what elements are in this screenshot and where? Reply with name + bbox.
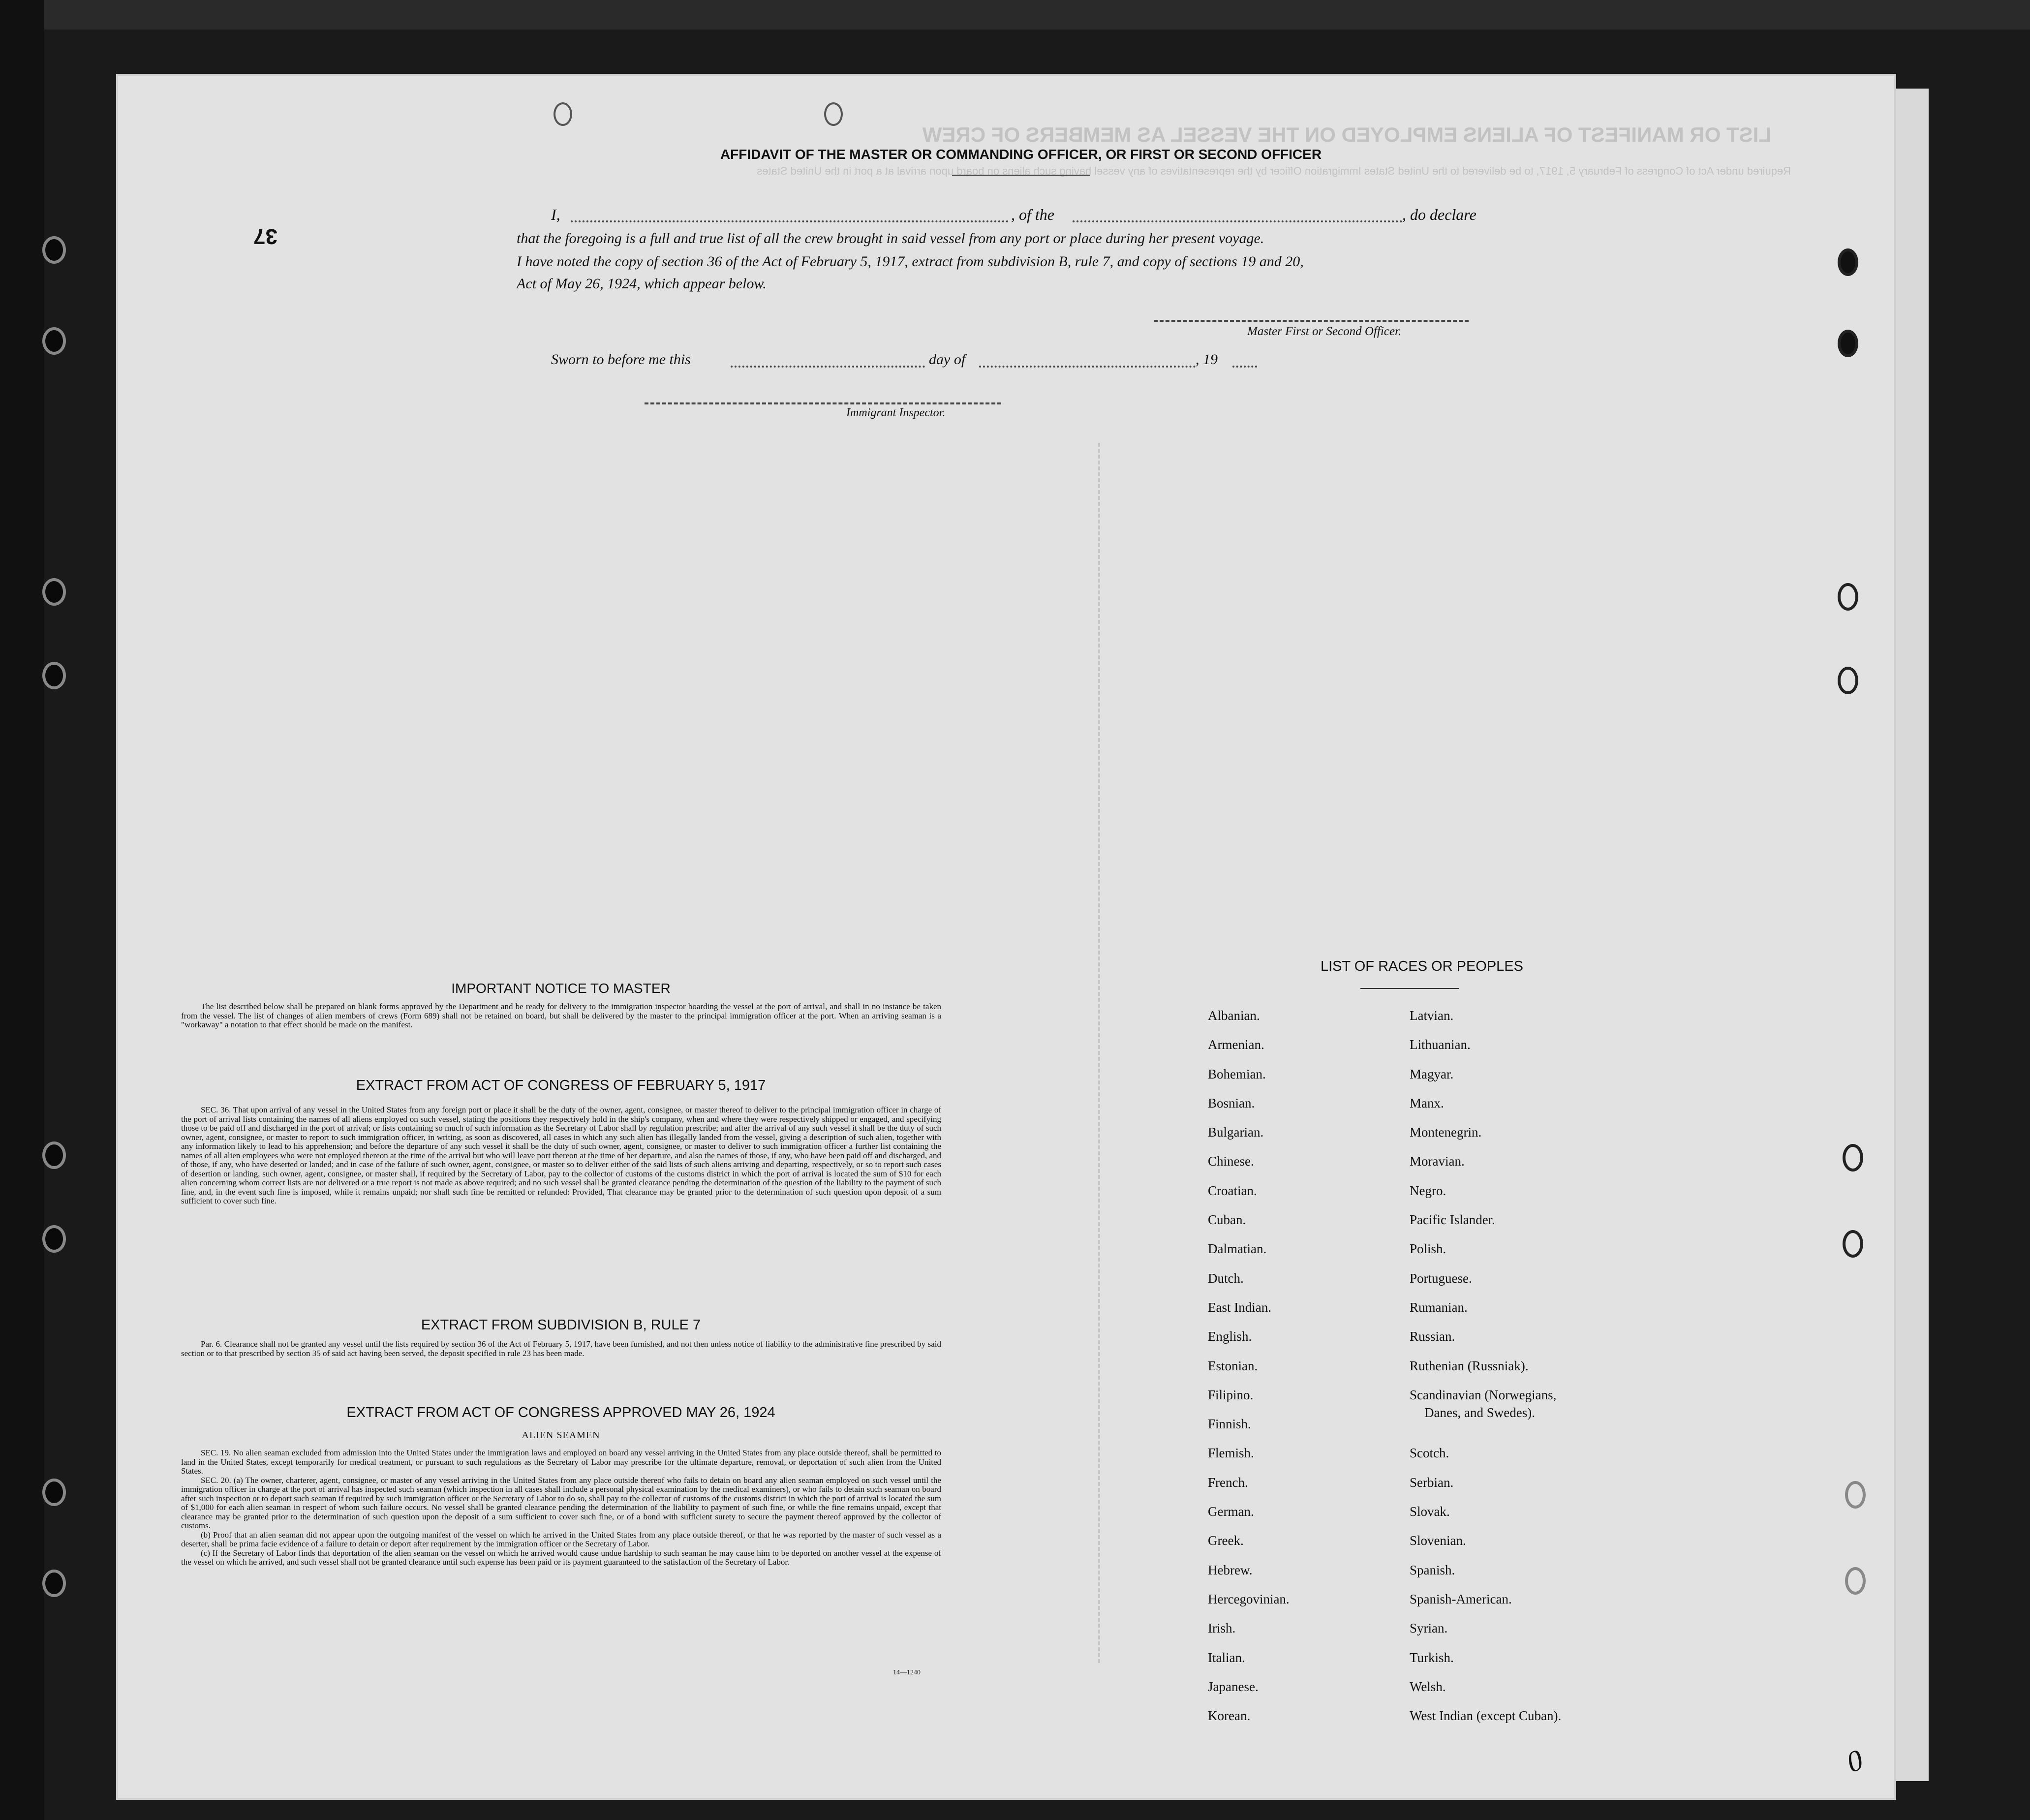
- subdivision-b-title: EXTRACT FROM SUBDIVISION B, RULE 7: [421, 1317, 701, 1333]
- extract-1917-text: [181, 1106, 941, 1206]
- race-item: Croatian.: [1208, 1183, 1257, 1198]
- punch-ring: [1838, 583, 1858, 611]
- race-item: Armenian.: [1208, 1037, 1264, 1052]
- bleed-through-header: LIST OR MANIFEST OF ALIENS EMPLOYED ON THE VESSEL AS MEMBERS OF CREW: [922, 123, 1771, 146]
- race-item: Magyar.: [1410, 1066, 1454, 1081]
- race-item: Finnish.: [1208, 1417, 1251, 1432]
- race-item: English.: [1208, 1329, 1252, 1344]
- sworn-year-blank: [1232, 366, 1257, 368]
- race-item: Lithuanian.: [1410, 1037, 1471, 1052]
- punch-ring: [1838, 248, 1858, 276]
- bleed-through-subheader: Required under Act of Congress of February 5, 1917, to be delivered to the United States Immigration Officer by the representatives of any vessel having such aliens on board upon arrival at a port in the United States: [757, 165, 1791, 177]
- race-item: Scandinavian (Norwegians,: [1410, 1387, 1557, 1402]
- punch-hole: [42, 236, 66, 264]
- sec-20a-paragraph: SEC. 20. (a) The owner, charterer, agent, consignee, or master of any vessel arriving in the United States from any place outside thereof who fails to detain on board any alien seaman employed on such vessel until the immigration officer in charge at the port of arrival has inspected such seaman (which inspection in all cases shall include a personal physical examination by the medical examiners), or who fails to detain such seaman on board after such inspection or to deport such seaman if required by such immigration officer or the Secretary of Labor to do so, shall pay to the collector of customs of the customs district in which the port of arrival is located the sum of $1,000 for each alien seaman in respect of whom such failure occurs. No vessel shall be granted clearance pending the determination of the liability to payment of such fine, or while the fine remains unpaid, except that clearance may be granted prior to the determination of such question upon the deposit of a sum sufficient to cover such fine, or of a bond with sufficient surety to secure the payment thereof approved by the collector of customs.: [181, 1475, 941, 1530]
- subdivision-b-text: [181, 1340, 941, 1358]
- punch-hole: [42, 327, 66, 355]
- affidavit-line-2: that the foregoing is a full and true list of all the crew brought in said vessel from any port or place during her present voyage.: [517, 230, 1264, 247]
- race-item: Slovak.: [1410, 1504, 1450, 1519]
- race-item: Turkish.: [1410, 1650, 1454, 1665]
- punch-ring: [1838, 330, 1858, 357]
- punch-hole: [42, 578, 66, 606]
- race-item: Chinese.: [1208, 1154, 1254, 1169]
- race-item: Welsh.: [1410, 1679, 1446, 1694]
- races-title: LIST OF RACES OR PEOPLES: [1320, 958, 1524, 974]
- race-item: Negro.: [1410, 1183, 1446, 1198]
- race-item: Manx.: [1410, 1095, 1444, 1111]
- race-item: East Indian.: [1208, 1299, 1271, 1315]
- sec-20b-paragraph: (b) Proof that an alien seaman did not appear upon the outgoing manifest of the vessel on which he arrived in the United States from any place outside thereof, or that he was reported by the master of such vessel as a deserter, shall be prima facie evidence of a failure to detain or deport after requirement by the immigration officer or the Secretary of Labor.: [181, 1530, 941, 1548]
- affidavit-i-label: I,: [551, 206, 560, 223]
- sec-19-paragraph: SEC. 19. No alien seaman excluded from admission into the United States under the immigration laws and employed on board any vessel arriving in the United States from any place outside thereof, shall be permitted to land in the United States, except temporarily for medical treatment, or pursuant to such regulations as the Secretary of Labor may prescribe for the ultimate departure, removal, or deportation of such alien from the United States.: [181, 1448, 941, 1476]
- race-item: Portuguese.: [1410, 1270, 1472, 1286]
- sworn-label: Sworn to before me this: [551, 351, 691, 368]
- race-item: French.: [1208, 1475, 1248, 1490]
- race-item: Dutch.: [1208, 1270, 1244, 1286]
- race-item: Polish.: [1410, 1241, 1446, 1257]
- race-item: Pacific Islander.: [1410, 1212, 1495, 1228]
- extract-1924-text: [181, 1449, 941, 1567]
- race-item: Russian.: [1410, 1329, 1455, 1344]
- par-6-paragraph: Par. 6. Clearance shall not be granted any vessel until the lists required by section 36 of the Act of February 5, 1917, have been furnished, and not then unless notice of liability to the administrative fine prescribed by said section or to that prescribed by section 35 of said act having been served, the deposit specified in rule 23 has been made.: [181, 1339, 941, 1358]
- inspector-signature-label: Immigrant Inspector.: [846, 406, 946, 419]
- race-item: Ruthenian (Russniak).: [1410, 1358, 1529, 1373]
- top-punch-ring: [554, 102, 572, 126]
- race-item: Irish.: [1208, 1621, 1236, 1636]
- race-item: Estonian.: [1208, 1358, 1258, 1373]
- race-item: Bulgarian.: [1208, 1125, 1264, 1140]
- page-number: 37: [253, 224, 277, 248]
- race-item: West Indian (except Cuban).: [1410, 1708, 1562, 1724]
- race-item: Japanese.: [1208, 1679, 1259, 1694]
- punch-hole: [42, 662, 66, 689]
- affidavit-title: AFFIDAVIT OF THE MASTER OR COMMANDING OFFICER, OR FIRST OR SECOND OFFICER: [720, 147, 1322, 162]
- punch-ring: [1845, 1481, 1866, 1509]
- film-frame-left: [0, 0, 44, 1820]
- race-item: Bohemian.: [1208, 1066, 1266, 1081]
- race-item: German.: [1208, 1504, 1254, 1519]
- name-blank: [571, 220, 1009, 222]
- affidavit-of-the-label: , of the: [1011, 206, 1054, 223]
- sworn-day-blank: [731, 366, 925, 368]
- race-item: Flemish.: [1208, 1446, 1254, 1461]
- race-item: Korean.: [1208, 1708, 1251, 1724]
- year-label: , 19: [1196, 351, 1218, 368]
- affidavit-do-declare: , do declare: [1402, 206, 1476, 223]
- sworn-month-blank: [979, 366, 1196, 368]
- alien-seamen-subtitle: ALIEN SEAMEN: [522, 1430, 600, 1441]
- race-item: Dalmatian.: [1208, 1241, 1267, 1257]
- race-item: Rumanian.: [1410, 1299, 1468, 1315]
- races-title-rule: [1360, 988, 1459, 989]
- affidavit-line-3: I have noted the copy of section 36 of the Act of February 5, 1917, extract from subdivision B, rule 7, and copy of sections 19 and 20,: [517, 253, 1304, 270]
- race-item: Montenegrin.: [1410, 1125, 1482, 1140]
- notice-text: [181, 1002, 941, 1030]
- punch-hole: [42, 1225, 66, 1253]
- affidavit-title-rule: [952, 175, 1090, 176]
- punch-ring: [1845, 1567, 1866, 1595]
- punch-ring: [1843, 1144, 1863, 1172]
- race-item: Filipino.: [1208, 1387, 1254, 1402]
- notice-paragraph: The list described below shall be prepared on blank forms approved by the Department and be ready for delivery to the immigration inspector boarding the vessel at the port of arrival, and shall in no instance be taken from the vessel. The list of changes of alien members of crews (Form 689) shall not be retained on board, but shall be delivered by the master to the principal immigration officer at the port. When an arriving seaman is a "workaway" a notation to that effect should be made on the manifest.: [181, 1002, 941, 1029]
- punch-hole: [42, 1479, 66, 1506]
- extract-1917-title: EXTRACT FROM ACT OF CONGRESS OF FEBRUARY 5, 1917: [356, 1078, 766, 1093]
- race-item: Spanish.: [1410, 1562, 1455, 1577]
- sec-20c-paragraph: (c) If the Secretary of Labor finds that deportation of the alien seaman on the vessel on which he arrived would cause undue hardship to such seaman he may cause him to be deported on another vessel at the expense of the vessel on which he arrived, and such vessel shall not be granted clearance until such expense has been paid or its payment guaranteed to the satisfaction of the Secretary of Labor.: [181, 1548, 941, 1567]
- corner-mark: 0: [1842, 1743, 1868, 1779]
- punch-ring: [1838, 667, 1858, 694]
- race-item: Albanian.: [1208, 1008, 1260, 1023]
- day-of-label: day of: [929, 351, 966, 368]
- race-item: Slovenian.: [1410, 1533, 1466, 1548]
- extract-1924-title: EXTRACT FROM ACT OF CONGRESS APPROVED MAY 26, 1924: [346, 1405, 775, 1420]
- punch-hole: [42, 1570, 66, 1597]
- inspector-signature-line: [645, 402, 1001, 404]
- form-number: 14—1240: [893, 1669, 921, 1676]
- sec-36-paragraph: SEC. 36. That upon arrival of any vessel in the United States from any foreign port or place it shall be the duty of the owner, agent, consignee, or master thereof to deliver to the principal immigration officer in charge of the port of arrival lists containing the names of all aliens employed on such vessel, stating the positions they respectively hold in the ship's company, when and where they were respectively shipped or engaged, and specifying those to be paid off and discharged in the port of arrival; or lists containing so much of such information as the Secretary of Labor shall by regulation prescribe; and after the arrival of any such vessel it shall be the duty of such owner, agent, consignee, or master to report to such immigration officer, in writing, as soon as discovered, all cases in which any such alien has illegally landed from the vessel, giving a description of such alien, together with any information likely to lead to his apprehension; and before the departure of any such vessel it shall be the duty of such owner, agent, consignee, or master to deliver to such immigration officer a further list containing the names of all alien employees who were not employed thereon at the time of the arrival but who will leave port thereon at the time of her departure, and also the names of those, if any, who have been paid off and discharged, and of those, if any, who have deserted or landed; and in case of the failure of such owner, agent, consignee, or master so to deliver either of the said lists of such aliens arriving and departing, respectively, or so to report such cases of desertion or landing, such owner, agent, consignee, or master shall, if required by the Secretary of Labor, pay to the collector of customs of the customs district in which the port of arrival is located the sum of $10 for each alien concerning whom correct lists are not delivered or a true report is not made as above required; and no such vessel shall be granted clearance pending the determination of the question of the liability to the payment of such fine, and, in the event such fine is imposed, while it remains unpaid; nor shall such fine be remitted or refunded: Provided, That clearance may be granted prior to the determination of such question upon deposit of a sum sufficient to cover such fine.: [181, 1105, 941, 1205]
- notice-title: IMPORTANT NOTICE TO MASTER: [451, 981, 671, 996]
- race-item: Greek.: [1208, 1533, 1244, 1548]
- center-fold: [1098, 443, 1100, 1663]
- affidavit-line-4: Act of May 26, 1924, which appear below.: [517, 276, 767, 292]
- races-left-column: [1208, 1001, 1395, 1730]
- race-item: Serbian.: [1410, 1475, 1454, 1490]
- master-signature-label: Master First or Second Officer.: [1247, 325, 1402, 338]
- film-frame-top: [0, 0, 2030, 30]
- top-punch-ring: [824, 102, 843, 126]
- race-item: Hebrew.: [1208, 1562, 1253, 1577]
- race-item: Moravian.: [1410, 1154, 1465, 1169]
- race-item: Italian.: [1208, 1650, 1245, 1665]
- race-item: Scotch.: [1410, 1446, 1449, 1461]
- vessel-blank: [1073, 220, 1402, 222]
- race-item: Latvian.: [1410, 1008, 1454, 1023]
- race-item: Spanish-American.: [1410, 1591, 1512, 1606]
- race-item: Syrian.: [1410, 1621, 1448, 1636]
- race-item: Bosnian.: [1208, 1095, 1255, 1111]
- races-right-column: [1410, 1001, 1665, 1730]
- race-item: Danes, and Swedes).: [1424, 1405, 1535, 1420]
- punch-ring: [1843, 1230, 1863, 1258]
- race-item: Hercegovinian.: [1208, 1591, 1290, 1606]
- race-item: Cuban.: [1208, 1212, 1246, 1228]
- punch-hole: [42, 1141, 66, 1169]
- master-signature-line: [1154, 320, 1469, 322]
